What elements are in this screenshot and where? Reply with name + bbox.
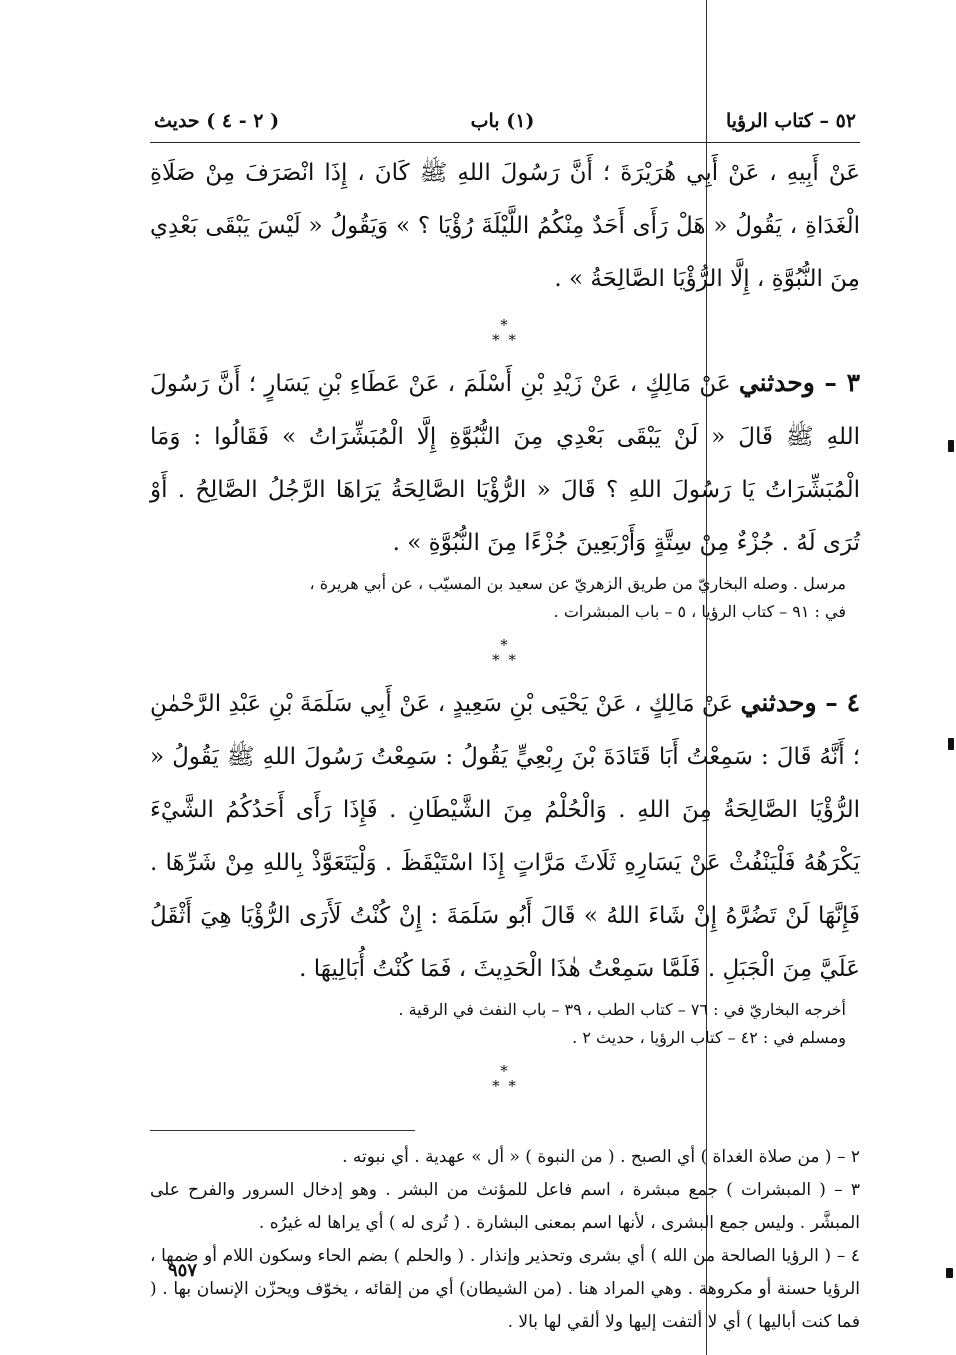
- header-hadith-range: ( ٢ - ٤ ) حديث: [154, 110, 280, 132]
- header-book-title: ٥٢ – كتاب الرؤيا: [725, 110, 856, 132]
- section-separator: [150, 638, 860, 668]
- footnote-3: ٣ – ( المبشرات ) جمع مبشرة ، اسم فاعل للمؤنث من البشر . وهو إدخال السرور والفرح على المبشَّر . وليس جمع البشرى ، لأنها اسم بمعنى البشارة . ( تُرى له ) أي يراها له غيرُه .: [150, 1180, 860, 1233]
- separator-star-bottom: * *: [492, 331, 518, 349]
- running-header: [150, 110, 860, 143]
- takhrij-line: ومسلم في : ٤٢ – كتاب الرؤيا ، حديث ٢ .: [572, 1028, 846, 1047]
- hadith-4: [150, 676, 860, 996]
- takhrij-line: في : ٩١ – كتاب الرؤيا ، ٥ – باب المبشرات .: [553, 602, 846, 621]
- separator-star-bottom: * *: [492, 1077, 518, 1095]
- hadith-3: [150, 356, 860, 570]
- hadith-4-lead: ٤ – وحدثني: [740, 688, 861, 717]
- separator-star-top: *: [500, 1062, 510, 1080]
- separator-star-top: *: [500, 636, 510, 654]
- book-page: [150, 110, 860, 1339]
- hadith-4-text: عَنْ مَالِكٍ ، عَنْ يَحْيَى بْنِ سَعِيدٍ ، عَنْ أَبِي سَلَمَةَ بْنِ عَبْدِ الرَّحْمٰنِ ؛ أَنَّهُ قَالَ : سَمِعْتُ أَبَا قَتَادَةَ بْنَ رِبْعِيٍّ يَقُولُ : سَمِعْتُ رَسُولَ اللهِ ﷺ يَقُولُ « الرُّؤْيَا الصَّالِحَةُ مِنَ اللهِ . وَالْحُلْمُ مِنَ الشَّيْطَانِ . فَإِذَا رَأَى أَحَدُكُمُ الشَّيْءَ يَكْرَهُهُ فَلْيَنْفُثْ عَنْ يَسَارِهِ ثَلَاثَ مَرَّاتٍ إِذَا اسْتَيْقَظَ . وَلْيَتَعَوَّذْ بِاللهِ مِنْ شَرِّهَا . فَإِنَّهَا لَنْ تَضُرَّهُ إِنْ شَاءَ اللهُ » قَالَ أَبُو سَلَمَةَ : إِنْ كُنْتُ لَأَرَى الرُّؤْيَا هِيَ أَثْقَلُ عَلَيَّ مِنَ الْجَبَلِ . فَلَمَّا سَمِعْتُ هٰذَا الْحَدِيثَ ، فَمَا كُنْتُ أُبَالِيهَا .: [150, 691, 860, 982]
- hadith-3-lead: ٣ – وحدثني: [738, 368, 860, 397]
- footnote-rule: [150, 1130, 415, 1131]
- section-separator: [150, 318, 860, 348]
- scan-edge-mark: [946, 1268, 953, 1278]
- hadith-3-takhrij: [150, 570, 860, 626]
- takhrij-line: أخرجه البخاريّ في : ٧٦ – كتاب الطب ، ٣٩ – باب النفث في الرقية .: [398, 1000, 846, 1019]
- hadith-2: [150, 147, 860, 306]
- scan-edge-mark: [948, 738, 954, 750]
- page-number: ٩٥٧: [168, 1260, 198, 1281]
- separator-star-bottom: * *: [492, 651, 518, 669]
- hadith-2-text: عَنْ أَبِيهِ ، عَنْ أَبِي هُرَيْرَةَ ؛ أَنَّ رَسُولَ اللهِ ﷺ كَانَ ، إِذَا انْصَرَفَ مِنْ صَلَاةِ الْغَدَاةِ ، يَقُولُ « هَلْ رَأَى أَحَدٌ مِنْكُمُ اللَّيْلَةَ رُؤْيَا ؟ » وَيَقُولُ « لَيْسَ يَبْقَى بَعْدِي مِنَ النُّبُوَّةِ ، إِلَّا الرُّؤْيَا الصَّالِحَةُ » .: [150, 160, 860, 292]
- footnote-4: ٤ – ( الرؤيا الصالحة من الله ) أي بشرى وتحذير وإنذار . ( والحلم ) بضم الحاء وسكون اللام أو ضمها ، الرؤيا حسنة أو مكروهة . وهي المراد هنا . (من الشيطان) أي من إلقائه ، يخوّف ويحزّن الإنسان بها . ( فما كنت أباليها ) أي لا ألتفت إليها ولا ألقي لها بالا .: [150, 1246, 860, 1332]
- takhrij-line: مرسل . وصله البخاريّ من طريق الزهريّ عن سعيد بن المسيّب ، عن أبي هريرة ،: [309, 574, 846, 593]
- hadith-4-takhrij: [150, 996, 860, 1052]
- separator-star-top: *: [500, 316, 510, 334]
- section-separator: [150, 1064, 860, 1094]
- footnote-2: ٢ – ( من صلاة الغداة ) أي الصبح . ( من النبوة ) « أل » عهدية . أي نبوته .: [342, 1147, 860, 1167]
- scan-edge-mark: [948, 440, 954, 452]
- header-chapter: (١) باب: [470, 110, 535, 132]
- hadith-3-text: عَنْ مَالِكٍ ، عَنْ زَيْدِ بْنِ أَسْلَمَ ، عَنْ عَطَاءِ بْنِ يَسَارٍ ؛ أَنَّ رَسُولَ اللهِ ﷺ قَالَ « لَنْ يَبْقَى بَعْدِي مِنَ النُّبُوَّةِ إِلَّا الْمُبَشِّرَاتُ » فَقَالُوا : وَمَا الْمُبَشِّرَاتُ يَا رَسُولَ اللهِ ؟ قَالَ « الرُّؤْيَا الصَّالِحَةُ يَرَاهَا الرَّجُلُ الصَّالِحُ . أَوْ تُرَى لَهُ . جُزْءٌ مِنْ سِتَّةٍ وَأَرْبَعِينَ جُزْءًا مِنَ النُّبُوَّةِ » .: [150, 371, 860, 556]
- footnotes: [150, 1141, 860, 1339]
